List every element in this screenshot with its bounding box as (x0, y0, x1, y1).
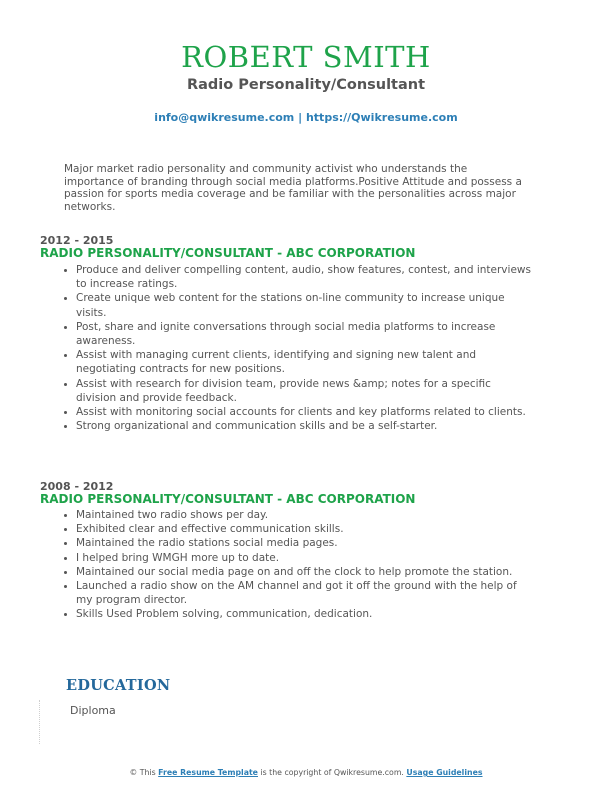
email-link[interactable]: info@qwikresume.com (154, 111, 295, 124)
usage-guidelines-link[interactable]: Usage Guidelines (406, 768, 483, 777)
job-1-title: RADIO PERSONALITY/CONSULTANT - ABC CORPORATION (40, 246, 416, 260)
contact-separator: | (294, 111, 306, 124)
list-item: • Produce and deliver compelling content, audio, show features, contest, and interviews to increase ratings. (76, 263, 534, 291)
list-item: • Maintained the radio stations social media pages. (76, 536, 534, 550)
footer-prefix: © This (129, 768, 159, 777)
job-1-dates: 2012 - 2015 (40, 234, 114, 247)
job-2-bullets (58, 508, 534, 622)
list-item: • Skills Used Problem solving, communication, dedication. (76, 607, 534, 621)
candidate-name: ROBERT SMITH (181, 40, 431, 74)
footer-copyright (0, 768, 612, 777)
website-link[interactable]: https://Qwikresume.com (305, 111, 458, 124)
job-2-dates: 2008 - 2012 (40, 480, 114, 493)
education-item: Diploma (70, 704, 116, 717)
list-item: • Assist with managing current clients, identifying and signing new talent and negotiating contracts for new positions. (76, 348, 534, 376)
free-resume-template-link[interactable]: Free Resume Template (158, 768, 258, 777)
job-2-title: RADIO PERSONALITY/CONSULTANT - ABC CORPORATION (40, 492, 416, 506)
summary-paragraph: Major market radio personality and community activist who understands the importance of branding through social media platforms.Positive Attitude and possess a passion for sports media coverage and be familiar with the personalities across major networks. (64, 163, 522, 213)
list-item: • Post, share and ignite conversations through social media platforms to increase awareness. (76, 320, 534, 348)
footer-middle: is the copyright of Qwikresume.com. (257, 768, 407, 777)
list-item: • Strong organizational and communication skills and be a self-starter. (76, 419, 534, 433)
list-item: • Create unique web content for the stations on-line community to increase unique visits. (76, 291, 534, 319)
section-divider (39, 700, 40, 744)
list-item: • Exhibited clear and effective communication skills. (76, 522, 534, 536)
job-1-bullets (58, 263, 534, 433)
list-item: • Maintained two radio shows per day. (76, 508, 534, 522)
education-heading: EDUCATION (66, 677, 171, 694)
list-item: • Maintained our social media page on and off the clock to help promote the station. (76, 565, 534, 579)
contact-line (0, 111, 612, 124)
list-item: • I helped bring WMGH more up to date. (76, 551, 534, 565)
list-item: • Assist with monitoring social accounts for clients and key platforms related to clients. (76, 405, 534, 419)
list-item: • Launched a radio show on the AM channel and got it off the ground with the help of my program director. (76, 579, 534, 607)
candidate-title: Radio Personality/Consultant (186, 77, 426, 93)
list-item: • Assist with research for division team, provide news &amp; notes for a specific division and provide feedback. (76, 377, 534, 405)
